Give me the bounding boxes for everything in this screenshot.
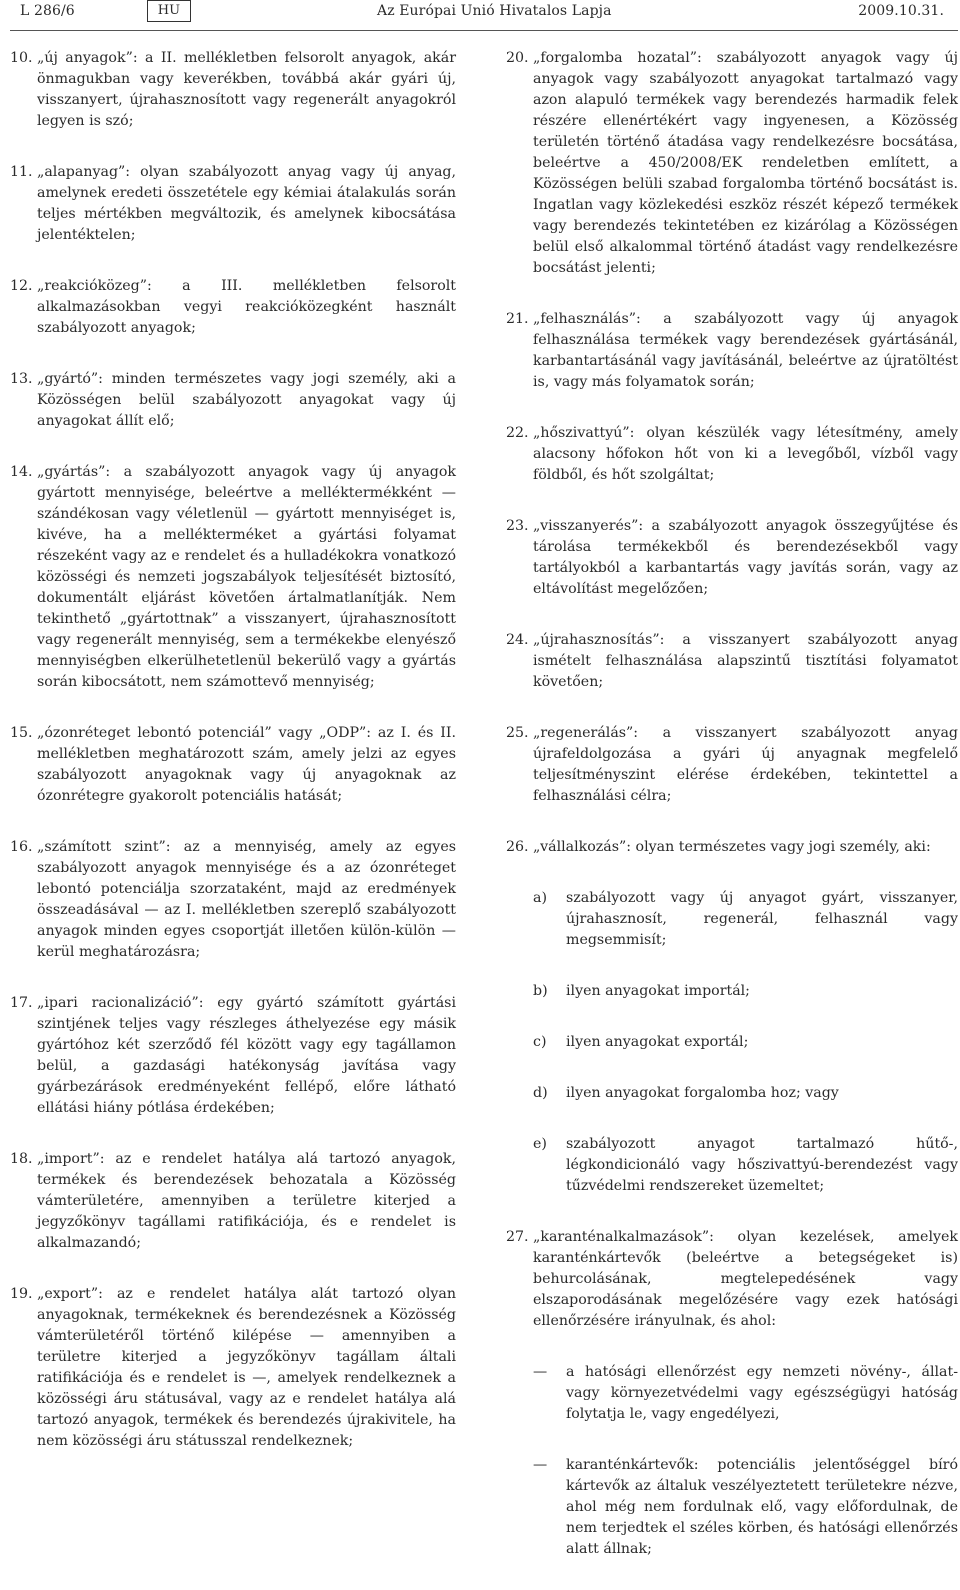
definition-item — [10, 837, 456, 963]
dash-item — [533, 1362, 958, 1425]
item-text: „export”: az e rendelet hatálya alát tartozó olyan anyagoknak, termékeknek és berendezésnek a Közösség vámterületéről történő kilépése — amennyiben a területre kiterjed a jegyzőkönyv tagállam általi ratifikációja és e rendelet is —, amelyek rendelkeznek a közösségi áru státusával, vagy az e rendelet hatálya alá tartozó anyagok, termékek és berendezés újrakivitele, ha nem közösségi áru státusszal rendelkeznek; — [37, 1286, 456, 1449]
item-number: 23. — [506, 518, 529, 534]
item-text: „reakcióközeg”: a III. mellékletben felsorolt alkalmazásokban vegyi reakcióközegként használt szabályozott anyagok; — [37, 278, 456, 336]
sub-item-text: szabályozott vagy új anyagot gyárt, visszanyer, újrahasznosít, regenerál, felhasznál vagy megsemmisít; — [566, 890, 958, 948]
item-text: „karanténalkalmazások”: olyan kezelések, amelyek karanténkártevők (beleértve a betegségeket is) behurcolásának, megtelepedésének vagy elszaporodásának megelőzésére vagy ezek hatósági ellenőrzésére irányulnak, és ahol: — [533, 1229, 958, 1329]
dash-item-text: karanténkártevők: potenciális jelentőséggel bíró kártevők az általuk veszélyeztetett területekre nézve, ahol még nem fordulnak elő, vagy előfordulnak, de nem terjedtek el széles körben, és hatósági ellenőrzés alatt állnak; — [566, 1457, 958, 1557]
sub-item — [533, 1134, 958, 1197]
item-text: „számított szint”: az a mennyiség, amely az egyes szabályozott anyagok mennyisége és a az ózonréteget lebontó potenciálja szorzataként, majd az eredmények összeadásával — az I. mellékletben szereplő szabályozott anyagok minden egyes csoportját illetően külön-külön — kerül meghatározásra; — [37, 839, 456, 960]
item-number: 25. — [506, 725, 529, 741]
definition-item — [506, 516, 958, 600]
sub-item — [533, 1083, 958, 1104]
item-number: 18. — [10, 1151, 33, 1167]
page-reference: L 286/6 — [20, 3, 75, 19]
definition-item — [506, 1227, 958, 1332]
left-column — [10, 48, 456, 1590]
two-column-body — [10, 48, 958, 1590]
definition-item — [10, 369, 456, 432]
sub-item — [533, 1032, 958, 1053]
issue-date: 2009.10.31. — [858, 3, 944, 19]
item-text: „forgalomba hozatal”: szabályozott anyagok vagy új anyagok vagy szabályozott anyagokat tartalmazó vagy azon alapuló termékek vagy berendezés harmadik felek részére ellenértékért vagy ingyenesen, a Közösség területén történő átadása vagy rendelkezésre bocsátása, beleértve a 450/2008/EK rendeletben említett, a Közösségen belüli szabad forgalomba történő bocsátást is. Ingatlan vagy közlekedési eszköz részét képező termékek vagy berendezés tekintetében ez kizárólag a Közösségen belül első alkalommal történő átadást vagy rendelkezésre bocsátást jelenti; — [533, 50, 958, 276]
item-text: „újrahasznosítás”: a visszanyert szabályozott anyag ismételt felhasználása alapszintű tisztítási folyamatot követően; — [533, 632, 958, 690]
journal-title: Az Európai Unió Hivatalos Lapja — [377, 3, 612, 19]
definition-item — [10, 1149, 456, 1254]
definition-item — [506, 423, 958, 486]
dash-item — [533, 1455, 958, 1560]
sub-item-label: a) — [533, 890, 547, 906]
definition-item — [10, 162, 456, 246]
sub-item-text: szabályozott anyagot tartalmazó hűtő-, légkondicionáló vagy hőszivattyú-berendezést vagy tűzvédelmi rendszereket üzemeltet; — [566, 1136, 958, 1194]
sub-item-label: b) — [533, 983, 548, 999]
item-text: „ózonréteget lebontó potenciál” vagy „ODP”: az I. és II. mellékletben meghatározott szám, amely jelzi az egyes szabályozott anyagoknak vagy új anyagoknak az ózonrétegre gyakorolt potenciális hatását; — [37, 725, 456, 804]
item-number: 20. — [506, 50, 529, 66]
item-text: „import”: az e rendelet hatálya alá tartozó anyagok, termékek és berendezések behozatala a Közösség vámterületére, amennyiben a területre kiterjed a jegyzőkönyv tagállami ratifikációja, és e rendelet is alkalmazandó; — [37, 1151, 456, 1251]
sub-item — [533, 888, 958, 951]
item-number: 13. — [10, 371, 33, 387]
item-text: „visszanyerés”: a szabályozott anyagok összegyűjtése és tárolása termékekből és berendezésekből vagy tartályokból a karbantartás vagy javítás során, vagy az eltávolítást megelőzően; — [533, 518, 958, 597]
item-number: 24. — [506, 632, 529, 648]
definition-item — [10, 993, 456, 1119]
sub-item-label: c) — [533, 1034, 547, 1050]
definition-item — [506, 309, 958, 393]
item-number: 11. — [10, 164, 33, 180]
sub-item-text: ilyen anyagokat exportál; — [566, 1034, 749, 1050]
item-text: „új anyagok”: a II. mellékletben felsorolt anyagok, akár önmagukban vagy keverékben, továbbá akár gyári új, visszanyert, újrahasznosított vagy regenerált anyagokról legyen is szó; — [37, 50, 456, 129]
item-text: „felhasználás”: a szabályozott vagy új anyagok felhasználása termékek vagy berendezések gyártásánál, karbantartásánál vagy javításánál, beleértve az újratöltést is, vagy más folyamatok során; — [533, 311, 958, 390]
definition-item — [506, 48, 958, 279]
definition-item — [10, 723, 456, 807]
definition-item — [10, 48, 456, 132]
item-number: 16. — [10, 839, 33, 855]
item-text: „ipari racionalizáció”: egy gyártó számított gyártási szintjének teljes vagy részleges áthelyezése egy másik gyártóhoz két szerződő fél között vagy egy tagállamon belül, a gazdasági hatékonyság javítása vagy gyárbezárások eredményeként fellépő, előre látható ellátási hiány pótlása érdekében; — [37, 995, 456, 1116]
sub-item-label: d) — [533, 1085, 548, 1101]
item-text: „hőszivattyú”: olyan készülék vagy létesítmény, amely alacsony hőfokon hőt von ki a levegőből, vízből vagy földből, és hőt szolgáltat; — [533, 425, 958, 483]
definition-item — [506, 723, 958, 807]
language-badge: HU — [147, 0, 191, 22]
definition-item — [10, 462, 456, 693]
item-number: 27. — [506, 1229, 529, 1245]
item-number: 22. — [506, 425, 529, 441]
item-text: „alapanyag”: olyan szabályozott anyag vagy új anyag, amelynek eredeti összetétele egy kémiai átalakulás során teljes mértékben megváltozik, és amelynek kibocsátása jelentéktelen; — [37, 164, 456, 243]
sub-item-text: ilyen anyagokat forgalomba hoz; vagy — [566, 1085, 839, 1101]
page-header — [10, 0, 954, 26]
item-text: „regenerálás”: a visszanyert szabályozott anyag újrafeldolgozása a gyári új anyagnak megfelelő teljesítményszint elérése érdekében, tekintettel a felhasználási célra; — [533, 725, 958, 804]
item-number: 17. — [10, 995, 33, 1011]
item-number: 26. — [506, 839, 529, 855]
dash-item-text: a hatósági ellenőrzést egy nemzeti növény-, állat- vagy környezetvédelmi vagy egészségügyi hatóság folytatja le, vagy engedélyezi, — [566, 1364, 958, 1422]
item-number: 10. — [10, 50, 33, 66]
definition-item — [10, 1284, 456, 1452]
item-text: „vállalkozás”: olyan természetes vagy jogi személy, aki: — [533, 839, 931, 855]
sub-item — [533, 981, 958, 1002]
item-number: 19. — [10, 1286, 33, 1302]
header-rule — [10, 30, 958, 31]
item-text: „gyártó”: minden természetes vagy jogi személy, aki a Közösségen belül szabályozott anyagokat vagy új anyagokat állít elő; — [37, 371, 456, 429]
dash-marker: — — [533, 1364, 548, 1380]
item-text: „gyártás”: a szabályozott anyagok vagy új anyagok gyártott mennyisége, beleértve a melléktermékként — szándékosan vagy véletlenül — gyártott mennyiséget is, kivéve, ha a mellékterméket a gyártási folyamat részeként vagy az e rendelet és a hulladékokra vonatkozó közösségi és nemzeti jogszabályok teljesítését biztosító, dokumentált eljárást követően ártalmatlanítják. Nem tekinthető „gyártottnak” a visszanyert, újrahasznosított vagy regenerált mennyiség, sem a termékekbe elenyésző mennyiségben elkerülhetetlenül bekerülő vagy a gyártás során kibocsátott, nem számottevő mennyiség; — [37, 464, 456, 690]
definition-item — [506, 630, 958, 693]
item-number: 15. — [10, 725, 33, 741]
definition-item — [10, 276, 456, 339]
sub-item-label: e) — [533, 1136, 547, 1152]
sub-item-text: ilyen anyagokat importál; — [566, 983, 750, 999]
item-number: 14. — [10, 464, 33, 480]
item-number: 21. — [506, 311, 529, 327]
dash-marker: — — [533, 1457, 548, 1473]
right-column — [506, 48, 958, 1590]
definition-item — [506, 837, 958, 858]
item-number: 12. — [10, 278, 33, 294]
